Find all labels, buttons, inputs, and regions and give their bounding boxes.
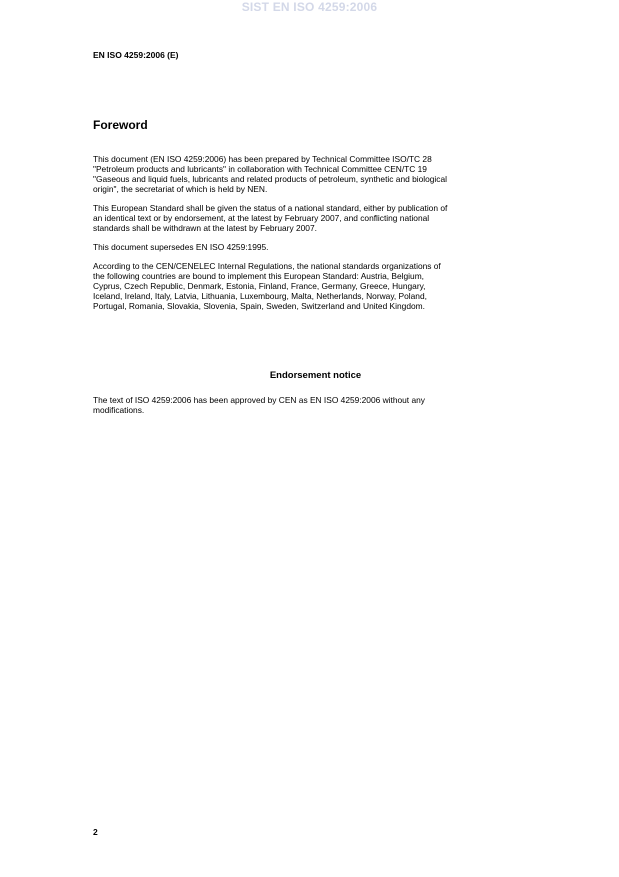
foreword-paragraph: This document supersedes EN ISO 4259:1995. [93,242,269,252]
endorsement-text: The text of ISO 4259:2006 has been approved by CEN as EN ISO 4259:2006 without any modifications. [93,395,425,415]
page-number: 2 [93,827,98,837]
watermark: SIST EN ISO 4259:2006 [241,0,378,14]
foreword-paragraph: This document (EN ISO 4259:2006) has been prepared by Technical Committee ISO/TC 28 "Petroleum products and lubricants" in collaboration with Technical Committee CEN/TC 19 "Gaseous and liquid fuels, lubricants and related products of petroleum, synthetic and biological origin", the secretariat of which is held by NEN. [93,154,448,194]
foreword-title: Foreword [93,118,148,132]
foreword-paragraph: According to the CEN/CENELEC Internal Regulations, the national standards organizations of the following countries are bound to implement this European Standard: Austria, Belgium, Cyprus, Czech Republic, Denmark, Estonia, Finland, France, Germany, Greece, Hungary, Iceland, Ireland, Italy, Latvia, Lithuania, Luxembourg, Malta, Netherlands, Norway, Poland, Portugal, Romania, Slovakia, Slovenia, Spain, Sweden, Switzerland and United Kingdom. [93,261,441,311]
document-code: EN ISO 4259:2006 (E) [93,50,179,60]
foreword-paragraph: This European Standard shall be given the status of a national standard, either by publication of an identical text or by endorsement, at the latest by February 2007, and conflicting national standards shall be withdrawn at the latest by February 2007. [93,203,448,233]
foreword-body [93,154,538,320]
endorsement-title: Endorsement notice [269,370,362,381]
endorsement-body [93,395,538,424]
